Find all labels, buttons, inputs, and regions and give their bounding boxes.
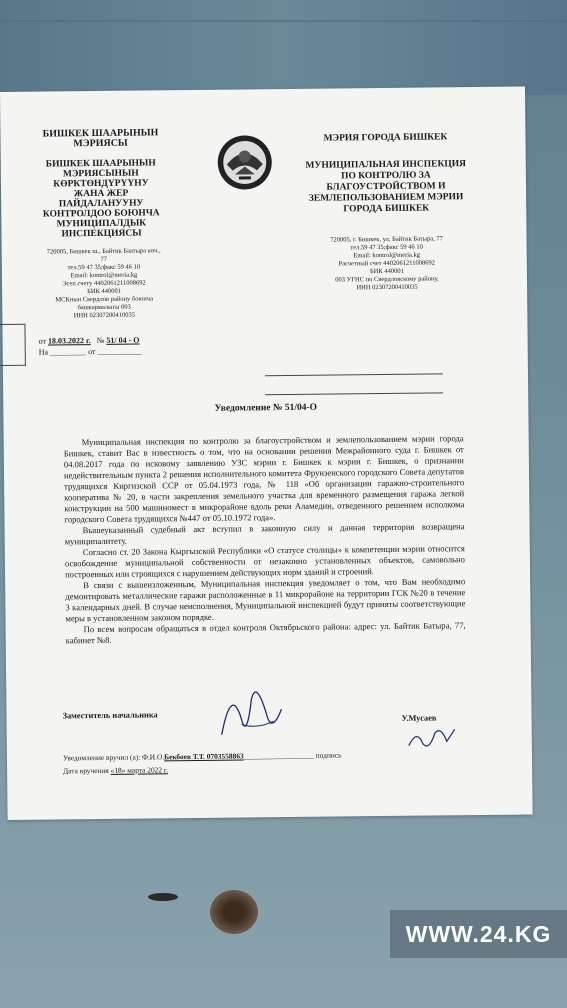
addressee-line: [265, 361, 443, 376]
receipt-person: Бекбоев Т.Т. 0703558863: [164, 751, 244, 762]
margin-stamp-box: [0, 324, 26, 366]
wall-seam: [0, 20, 567, 22]
header-left: [40, 128, 161, 239]
header-right: [300, 132, 471, 216]
address-line: 720005, Бишкек ш., Байтик Баатыра көч., 77: [46, 247, 161, 263]
signer-name: У.Мусаев: [401, 713, 437, 723]
receipt-label: Уведомление вручил (а): Ф.И.О.: [62, 752, 165, 763]
ref-ot-label: от: [88, 347, 96, 357]
address-line: Email: kontrol@meria.kg: [353, 251, 421, 260]
address-line: 720005, г. Бишкек, ул. Байтик Батыра, 77: [330, 235, 443, 244]
site-watermark: WWW.24.KG: [390, 910, 567, 958]
address-line: Email: kontrol@meria.kg: [70, 271, 138, 280]
reference-block: [39, 335, 142, 358]
address-line: МСКнын Свердлов району боюнча: [55, 295, 153, 304]
addressee-lines: [265, 361, 443, 401]
header-left-address: [44, 247, 165, 320]
ref-na-label: На: [38, 347, 49, 357]
rust-spot: [210, 890, 258, 934]
receipt-blank: ___________________: [243, 750, 314, 761]
ref-na-blank: _________: [50, 347, 87, 357]
paragraph: Вышеуказанный судебный акт вступил в законную силу и данная территория возвращена муниципалитету.: [64, 521, 465, 547]
paragraph: В связи с вышеизложенным, Муниципальная инспекция уведомляет о том, что Вам необходимо демонтировать металлические гаражи расположенные в 11 микрорайоне на территории ГСК №20 в течение 3 календарных дней. В случае неисполнения, Муниципальной инспекцией будут приняты соответствующие меры в установленном законом порядке.: [65, 576, 466, 624]
ref-ot-blank: ___________: [97, 346, 142, 356]
document-title: Уведомление № 51/04-О: [214, 402, 318, 414]
kyrgyz-emblem-icon: [216, 134, 273, 191]
header-right-subtitle: МУНИЦИПАЛЬНАЯ ИНСПЕКЦИЯ ПО КОНТРОЛЮ ЗА БЛАГОУСТРОЙСТВОМ И ЗЕМЛЕПОЛЬЗОВАНИЕМ МЭРИИ ГОРОДА БИШКЕК: [305, 159, 467, 215]
address-line: 003 УГНС по Свердловскому району,: [335, 275, 439, 284]
paragraph: По всем вопросам обращаться в отдел контроля Октябрьского района: адрес: ул. Байтик Батыра, 77, кабинет №8.: [65, 620, 466, 646]
header-left-title: БИШКЕК ШААРЫНЫН МЭРИЯСЫ: [42, 127, 159, 150]
address-line: ИНН 02307200410035: [356, 283, 418, 292]
signature-scribble-icon: [407, 723, 457, 754]
addressee-line: [265, 380, 443, 395]
receipt-date-label: Дата вручения: [63, 765, 109, 776]
ref-date: 18.03.2022 г.: [47, 336, 91, 346]
address-line: ИНН 02307200410035: [73, 311, 135, 320]
address-line: БИК 440001: [87, 287, 122, 296]
paragraph: Согласно ст. 20 Закона Кыргызской Республики «О статусе столицы» к компетенции мэрии относится освобождение муниципальной собственности от незаконно установленных объектов, самовольно построенных или строящихся с нарушением действующих норм зданий и строений.: [64, 543, 465, 580]
receipt-sign-label: подпись: [315, 750, 342, 760]
address-line: Эсеп счету 4402061211008692: [62, 279, 146, 288]
wall-background: [0, 0, 567, 95]
address-line: Расчетный счет 4402061211008692: [338, 259, 436, 268]
address-line: БИК 440001: [369, 267, 404, 276]
header-right-address: [302, 235, 473, 293]
ref-number: 51/ 04 - О: [106, 335, 140, 345]
signer-position: Заместитель начальника: [62, 710, 158, 721]
ref-num-label: №: [96, 335, 105, 346]
notice-paper: [0, 87, 533, 820]
rust-spot: [148, 893, 178, 901]
signature-scribble-icon: [211, 679, 292, 750]
paragraph: Муниципальная инспекция по контролю за благоустройством и землепользованием мэрии города Бишкек, ставит Вас в известность о том, что на основании решения Межрайонного суда г. Бишкек от 04.08.2017 года по исковому заявлению УЗС мэрии г. Бишкек к мэрии г. Бишкек, о признании недействительным пункта 2 решения исполнительного комитета Фрунзенского городского Совета депутатов трудящихся Киргизской ССР от 05.04.1973 года, № 118 «Об организации гаражно-строительного кооператива № 20, в части закрепления земельного участка для временного размещения гаража легкой конструкции на 500 машиномест в микрорайоне вдоль реки Аламедин, отведенного решением исполкома городского Совета трудящихся №447 от 05.10.1972 года».: [63, 433, 465, 525]
address-line: тел.59 47 35;факс 59 46 10: [350, 243, 423, 252]
address-line: башкармалыгы 003: [77, 303, 131, 312]
receipt-block: [63, 748, 342, 777]
address-line: тел.59 47 35;факс 59 46 10: [67, 263, 141, 272]
receipt-date-value: «18» марта 2022 г.: [110, 765, 168, 775]
header-left-subtitle: БИШКЕК ШААРЫНЫН МЭРИЯСЫНЫН КӨРКТӨНДҮРҮҮНУ ЖАНА ЖЕР ПАЙДАЛАНУУНУ КОНТРОЛДОО БОЮНЧА МУНИЦИПАЛДЫК ИНСПЕКЦИЯСЫ: [42, 158, 160, 240]
header-right-title: МЭРИЯ ГОРОДА БИШКЕК: [323, 132, 448, 144]
document-body: [64, 433, 466, 646]
ref-from-label: от: [38, 336, 47, 346]
